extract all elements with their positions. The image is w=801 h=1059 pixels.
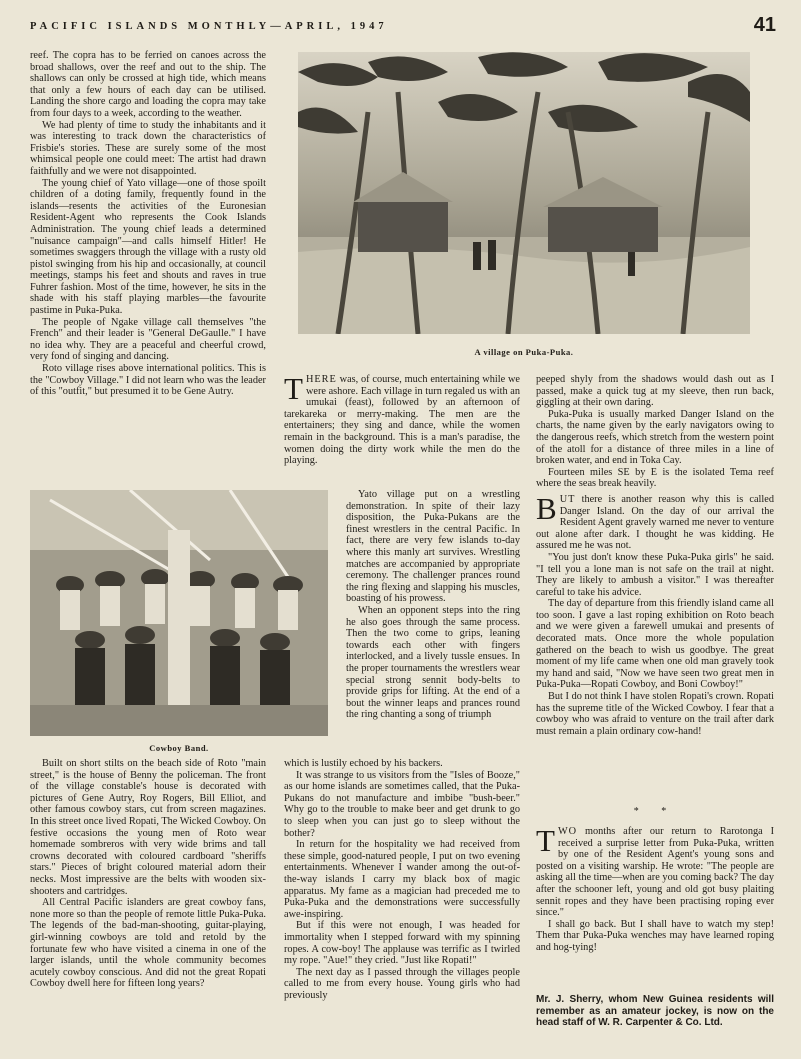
paragraph: All Central Pacific islanders are great cowboy fans, none more so than the people of remote little Puka-Puka. The legends of the bad-man-shooting, guitar-playing, girl-winning cowboys are told and retold by the fortunate few who have visited a cinema in one of the larger islands, until the whole community becomes acutely cowboy conscious. And did not the great Ropati Cowboy dwell here for fifteen long years? — [30, 897, 266, 990]
paragraph-text: there is another reason why this is called Danger Island. On the day of our arrival the Resident Agent gravely warned me never to venture out alone after dark. I thought he was kidding. He assured me he was not. — [536, 493, 774, 552]
paragraph: But if this were not enough, I was headed for immortality when I stepped forward with my spinning ropes. A cow-boy! The applause was terrific as I twirled my rope. "Aue!" they cried. "Just like Ropati!" — [284, 920, 520, 967]
lead-caps: UT — [559, 493, 576, 505]
drop-cap: T — [536, 826, 555, 858]
lead-caps: WO — [557, 826, 578, 837]
paragraph: Yato village put on a wrestling demonstration. In spite of their lazy disposition, the Puka-Pukans are the finest wrestlers in the central Pacific. In fact, there are very few islands to-day where this manly art survives. Wrestling matches are accompanied by appropriate ceremony. The challenger prances round the ring flexing and slapping his muscles, boasting of his prowess. — [346, 489, 520, 605]
paragraph-text: was, of course, much entertaining while we were ashore. Each village in turn regaled us with an umukai (feast), followed by an afternoon of tarekareka or merry-making. The men are the entertainers; they sing and dance, while the women remain in the background. This is a man's paradise, the women doing the dirty work while the men do the playing. — [284, 374, 520, 467]
paragraph: reef. The copra has to be ferried on canoes across the broad shallows, over the reef and out to the ship. The shallows can only be crossed at high tide, which means that only a few hours of each day can be utilised. Landing the shore cargo and loading the copra may take from four days to a week, according to the weather. — [30, 50, 266, 119]
drop-cap: B — [536, 490, 557, 526]
paragraph: The young chief of Yato village—one of those spoilt children of a doting family, frequently found in the islands—resents the activities of the Euronesian Resident-Agent who represents the Cook Islands Administration. The young chief leads a determined "nuisance campaign"—and calls himself Hitler! He sometimes swaggers through the village with a rusty old pistol swinging from his hip and occasionally, at council meetings, stamps his feet and shouts and raves in true Fuhrer fashion. Most of the time, however, he sits in the shade with his staff playing marbles—the favourite pastime in Puka-Puka. — [30, 177, 266, 317]
paragraph: I shall go back. But I shall have to watch my step! Them thar Puka-Puka wenches may have learned roping and hog-tying! — [536, 918, 774, 953]
paragraph: Puka-Puka is usually marked Danger Island on the charts, the name given by the early navigators owing to the dangerous reefs, which stretch from the western point of the atoll for a distance of three miles in a line of broken water, and end in Toka Cay. — [536, 408, 774, 467]
paragraph: The next day as I passed through the villages people called to me from every house. Young girls who had previously — [284, 966, 520, 1001]
page-number: 41 — [753, 14, 776, 36]
column-a-top — [30, 50, 266, 486]
cowboy-band-image — [30, 490, 328, 736]
personal-notice: Mr. J. Sherry, whom New Guinea residents will remember as an amateur jockey, is now on the head staff of W. R. Carpenter & Co. Ltd. — [536, 994, 774, 1029]
lead-caps: HERE — [305, 374, 337, 385]
paragraph — [284, 374, 520, 467]
running-title: PACIFIC ISLANDS MONTHLY—APRIL, 1947 — [30, 21, 388, 32]
column-b-top — [284, 374, 520, 490]
paragraph: But I do not think I have stolen Ropati's crown. Ropati has the supreme title of the Wicked Cowboy. I fear that a cowboy who was afraid to venture on the trail after dark must remain a plain ordinary cow-hand! — [536, 691, 774, 737]
section-paragraph — [536, 490, 774, 552]
paragraph: In return for the hospitality we had received from these simple, good-natured people, I put on two evening entertainments. Whenever I wander among the out-of-the-way islands I carry my black box of magic apparatus. My fame as a magician had preceded me to Puka-Puka and the demonstrations were successfully awe-inspiring. — [284, 839, 520, 920]
column-b-middle — [346, 489, 520, 757]
village-photo — [298, 52, 750, 334]
paragraph: Roto village rises above international politics. This is the "Cowboy Village." I did not learn who was the leader of this "outfit," but presumed it to be Gene Autry. — [30, 363, 266, 398]
column-c-middle — [536, 826, 774, 982]
section-paragraph — [536, 826, 774, 919]
palm-trees-image — [298, 52, 750, 334]
running-header — [30, 14, 776, 36]
paragraph: The day of departure from this friendly island came all too soon. I gave a last roping exhibition on Roto beach and we were given a farewell umukai and presents of decorated mats. Once more the whole population gathered on the beach to wish us goodbye. The great moment of my life came when one old man gravely took my hand and said, "Now we have seen two great men in Puka-Puka—Ropati Cowboy, and Boni Cowboy!" — [536, 598, 774, 691]
column-c-top — [536, 374, 774, 792]
column-a-bottom — [30, 758, 266, 1058]
paragraph: It was strange to us visitors from the "Isles of Booze," as our home islands are sometimes called, that the Puka-Pukans do not manufacture and imbibe "bush-beer." Why go to the trouble to make beer and get drunk to go to sleep when you can just go to sleep without the bother? — [284, 769, 520, 839]
paragraph: peeped shyly from the shadows would dash out as I passed, make a quick tug at my sleeve, then run back, giggling at their own daring. — [536, 374, 774, 409]
paragraph: Fourteen miles SE by E is the isolated Tema reef where the seas break heavily. — [536, 466, 774, 490]
paragraph: When an opponent steps into the ring he also goes through the same process. Then the two come to grips, leaning towards each other with fingers interlocked, and a lively tussle ensues. In the proper tournaments the wrestlers wear special strong sennit body-belts to provide grips for lifting. At the end of a bout the winner leaps and prances round the ring chanting a song of triumph — [346, 604, 520, 721]
column-c-bottom-notice — [536, 994, 774, 1056]
paragraph: The people of Ngake village call themselves "the French" and their leader is "General DeGaulle." I have no idea why. They are a peaceful and cheerful crowd, very fond of singing and dancing. — [30, 316, 266, 363]
paragraph: Built on short stilts on the beach side of Roto "main street," is the house of Benny the policeman. The front of the village constable's house is decorated with pictures of Gene Autry, Roy Rogers, Bill Elliot, and other famous cowboy stars, cut from screen magazines. In this street once lived Ropati, The Wicked Cowboy. On festive occasions the young men of Roto wear homemade sombreros with very wide brims and tall crowns decorated with coloured cardboard "sheriffs stars." Pieces of bright coloured material adorn their necks. Most impressive are the belts with wooden six-shooters and cartridges. — [30, 758, 266, 897]
left-photo-caption: Cowboy Band. — [149, 743, 209, 753]
top-photo-caption: A village on Puka-Puka. — [474, 347, 574, 357]
paragraph: which is lustily echoed by his backers. — [284, 758, 443, 769]
paragraph: "You just don't know these Puka-Puka girls" he said. "I tell you a lone man is not safe on the trail at night. They are likely to ambush a visitor." I was thereafter careful to take his advice. — [536, 551, 774, 598]
paragraph-text: months after our return to Rarotonga I received a surprise letter from Puka-Puka, written by one of the Resident Agent's young sons and posted on a visiting warship. He wrote: "The people are asking all the time—when are you coming back? The day after the schooner left, young and old got busy plaiting sennit ropes and they have been practising roping ever since." — [536, 826, 774, 919]
drop-cap: T — [284, 374, 303, 406]
section-separator: * * — [633, 806, 677, 817]
paragraph: We had plenty of time to study the inhabitants and it was interesting to track down the characteristics of Frisbie's stories. These are surely some of the most whimsical people one could meet: The artist had drawn faithfully and we were not disappointed. — [30, 119, 266, 177]
cowboy-band-photo — [30, 490, 328, 736]
column-b-bottom — [284, 758, 520, 1058]
